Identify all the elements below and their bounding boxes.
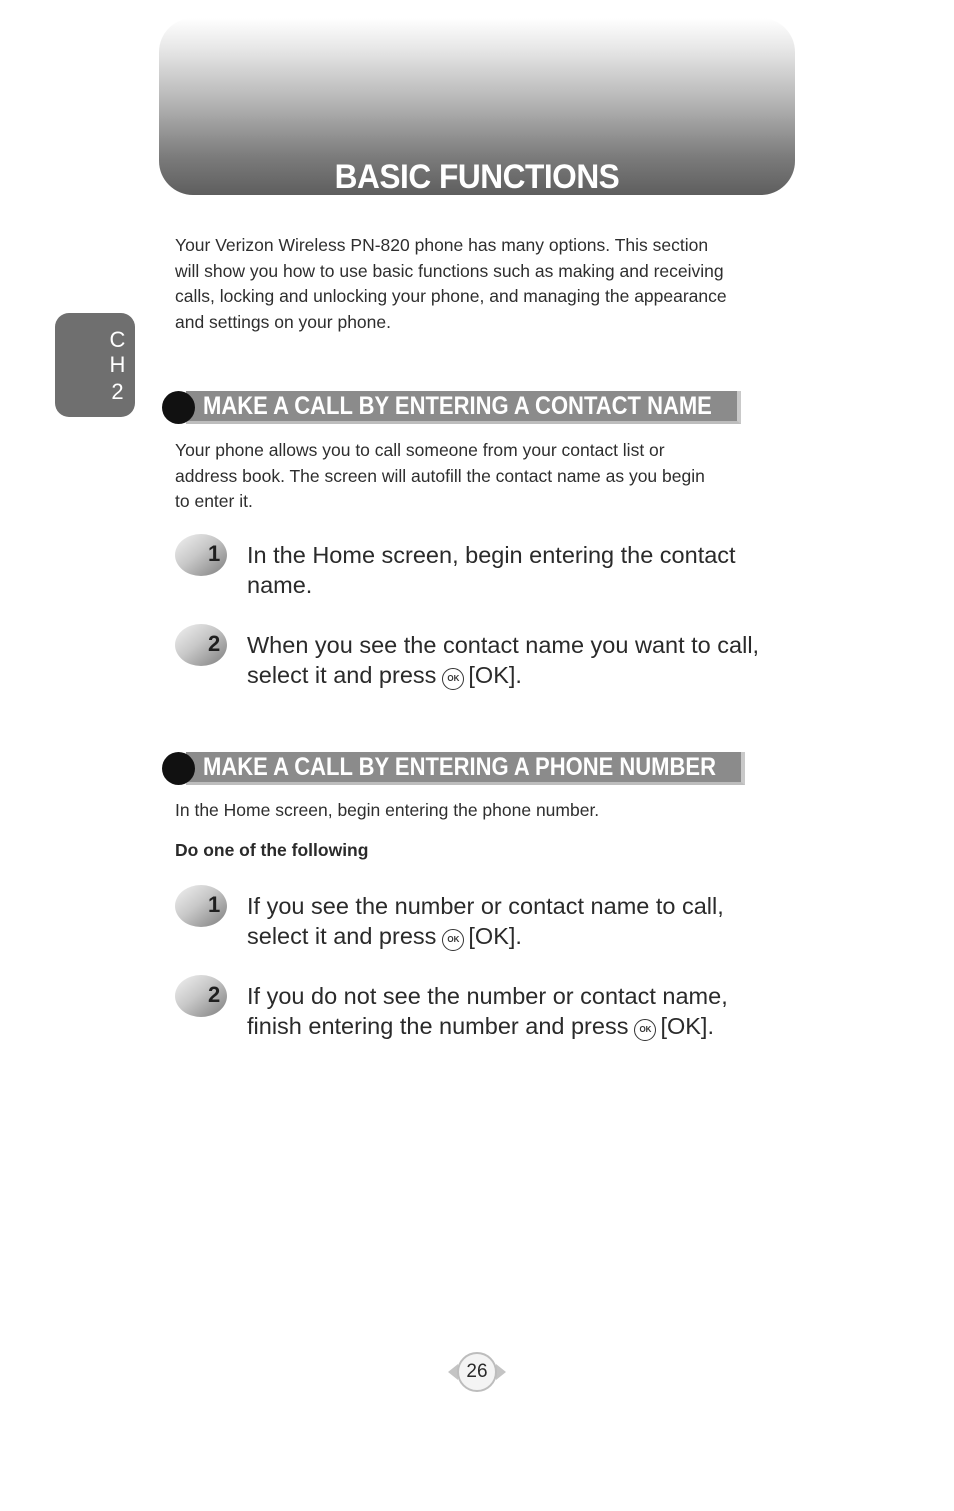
ok-key-icon: OK	[442, 929, 464, 951]
step-text	[247, 630, 807, 690]
step-text	[247, 891, 807, 951]
ok-key-icon: OK	[634, 1019, 656, 1041]
step-line-text: [OK].	[468, 662, 522, 688]
step-text	[247, 981, 807, 1041]
step-badge-icon	[175, 975, 230, 1019]
ok-key-icon: OK	[442, 668, 464, 690]
step-number: 2	[208, 631, 221, 656]
intro-line: Your Verizon Wireless PN-820 phone has many options. This section	[175, 235, 709, 255]
page-number-badge	[448, 1352, 506, 1392]
section-heading-label: MAKE A CALL BY ENTERING A PHONE NUMBER	[203, 753, 716, 781]
bullet-dot-icon	[162, 391, 195, 424]
chapter-tab	[55, 313, 135, 417]
section1-description	[175, 438, 705, 515]
step-line-text: [OK].	[660, 1013, 714, 1039]
step-text	[247, 540, 807, 600]
step-number: 2	[208, 982, 221, 1007]
step-line: When you see the contact name you want to call,	[247, 632, 760, 658]
page-number: 26	[457, 1352, 497, 1392]
section2-description: In the Home screen, begin entering the phone number.	[175, 800, 600, 820]
bullet-dot-icon	[162, 752, 195, 785]
step-line: In the Home screen, begin entering the contact	[247, 542, 736, 568]
step-number: 1	[208, 541, 221, 566]
intro-line: and settings on your phone.	[175, 311, 391, 332]
description-line: to enter it.	[175, 491, 253, 511]
step-line: If you do not see the number or contact name,	[247, 983, 728, 1009]
right-arrow-icon	[496, 1364, 506, 1380]
intro-paragraph	[175, 233, 727, 335]
step-line	[247, 921, 807, 951]
section-heading-label: MAKE A CALL BY ENTERING A CONTACT NAME	[203, 392, 712, 420]
step-badge-icon	[175, 624, 230, 668]
step-line-text: select it and press	[247, 662, 437, 688]
chapter-header-banner	[159, 18, 795, 195]
step-line	[247, 1011, 807, 1041]
step-badge-icon	[175, 534, 230, 578]
page-title: BASIC FUNCTIONS	[334, 158, 620, 196]
chapter-tab-letter-h: H	[109, 352, 126, 377]
step-line-text: select it and press	[247, 923, 437, 949]
intro-line: calls, locking and unlocking your phone, and managing the appearance	[175, 286, 727, 306]
step-line: name.	[247, 572, 313, 598]
step-number: 1	[208, 892, 221, 917]
step-line-text: [OK].	[468, 923, 522, 949]
step-line	[247, 660, 807, 690]
intro-line: will show you how to use basic functions such as making and receiving	[175, 260, 724, 281]
chapter-tab-number: 2	[111, 379, 124, 404]
step-line-text: finish entering the number and press	[247, 1013, 629, 1039]
description-line: address book. The screen will autofill the contact name as you begin	[175, 465, 705, 486]
step-line: If you see the number or contact name to call,	[247, 893, 724, 919]
chapter-tab-letter-c: C	[109, 327, 126, 352]
step-badge-icon	[175, 885, 230, 929]
section2-subheading: Do one of the following	[175, 840, 369, 860]
description-line: Your phone allows you to call someone from your contact list or	[175, 440, 665, 460]
